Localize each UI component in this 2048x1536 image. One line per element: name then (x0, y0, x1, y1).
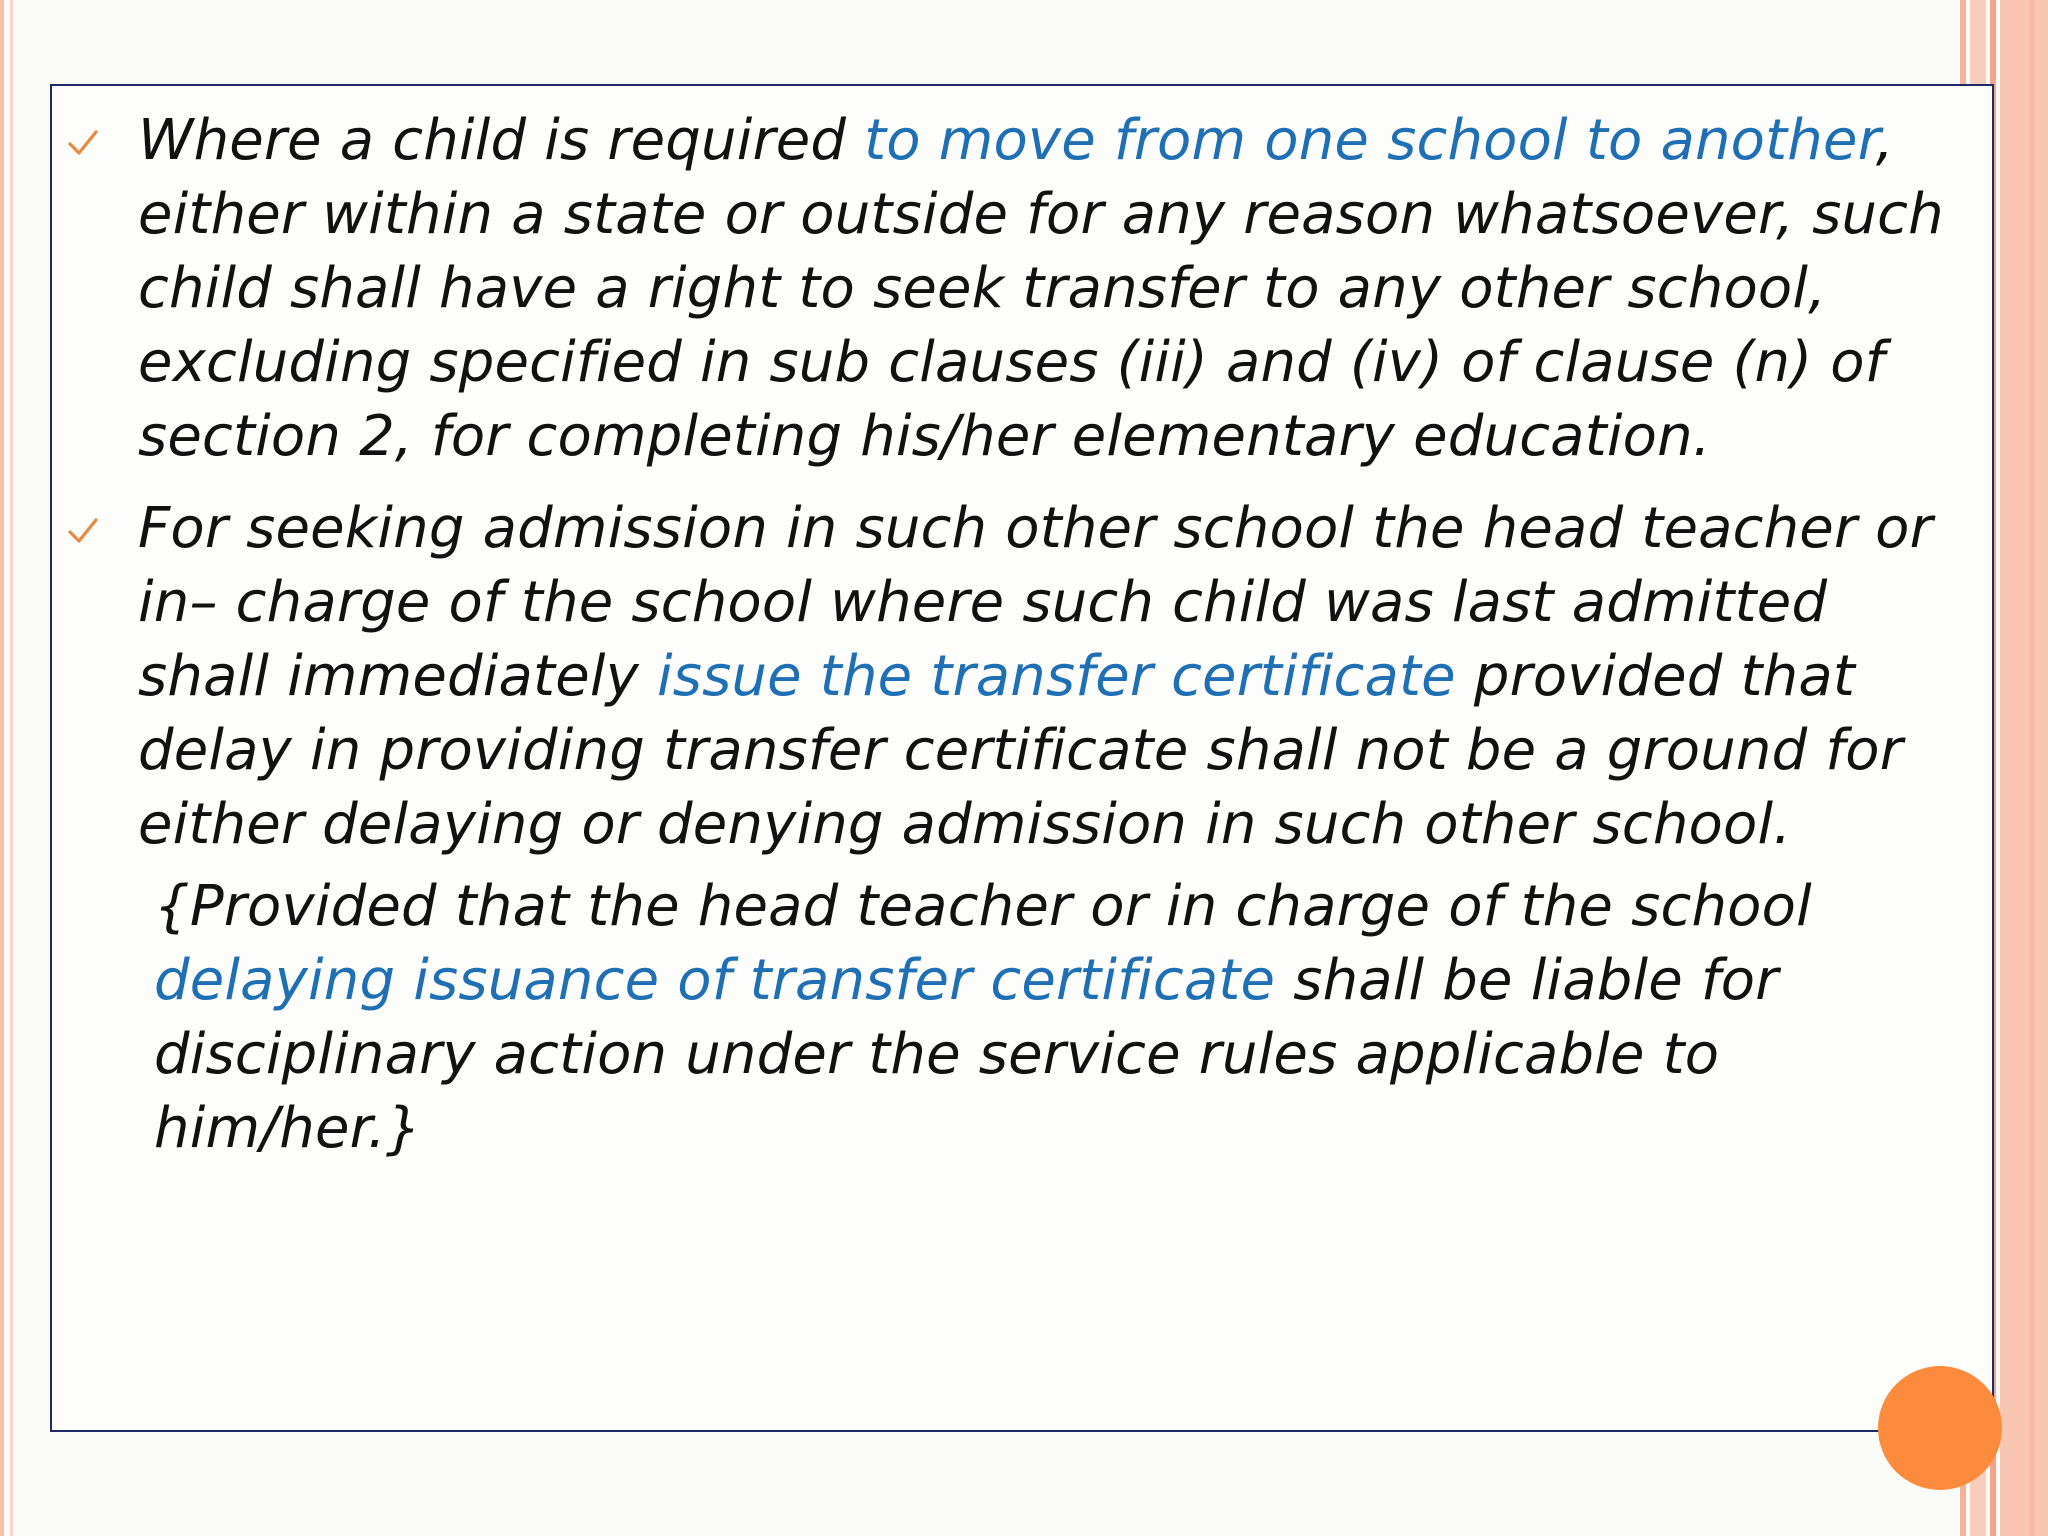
checkmark-icon (66, 126, 100, 160)
highlighted-phrase: to move from one school to another (864, 108, 1876, 173)
bullet-text-continued: provided that delay in providing transfer certificate shall not be a ground for either delaying or denying admission in such other school. (138, 644, 1903, 857)
left-edge-stripe-inner (10, 0, 13, 1536)
bullet-text-continued: , either within a state or outside for any reason whatsoever, such child shall have a right to seek transfer to any other school, excluding specified in sub clauses (iii) and (iv) of clause (n) of section 2, for completing his/her elementary education. (138, 108, 1944, 469)
proviso-text: {Provided that the head teacher or in charge of the school (154, 874, 1812, 939)
bullet-list (52, 104, 1992, 880)
highlighted-phrase: issue the transfer certificate (656, 644, 1456, 709)
highlighted-phrase: delaying issuance of transfer certificate (154, 948, 1276, 1013)
checkmark-icon (66, 514, 100, 548)
right-edge-stripe (2030, 0, 2034, 1536)
right-edge-stripe (2000, 0, 2048, 1536)
slide-content-frame (50, 84, 1994, 1432)
bullet-item-transfer-right (52, 104, 1992, 474)
bullet-text: For seeking admission in such other school the head teacher or in– charge of the school where such child was last admitted shall immediately (138, 496, 1933, 709)
orange-circle-decoration (1878, 1366, 2002, 1490)
bullet-item-transfer-certificate (52, 492, 1992, 862)
proviso-paragraph (154, 870, 1934, 1166)
proviso-text-continued: shall be liable for disciplinary action under the service rules applicable to him/her.} (154, 948, 1779, 1161)
bullet-text: Where a child is required (138, 108, 865, 173)
left-edge-stripe (0, 0, 4, 1536)
